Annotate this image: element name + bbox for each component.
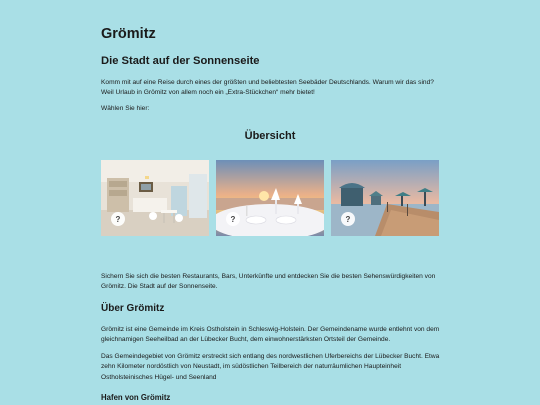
question-icon: ? — [111, 212, 125, 226]
page-title: Grömitz — [101, 26, 156, 42]
about-paragraph-2: Das Gemeindegebiet von Grömitz erstreckt sich entlang des nordwestlichen Uferbereichs der Lübecker Bucht. Etwa zehn Kilometer nordöstlich von Neustadt, im südöstlichen Teilbereich der naturräumlichen Haupteinheit Ostholsteinisches Hügel- und Seenland — [101, 353, 440, 381]
overview-heading: Übersicht — [244, 130, 296, 142]
gallery-image-pier[interactable] — [331, 160, 439, 236]
intro-paragraph: Komm mit auf eine Reise durch eines der größten und beliebtesten Seebäder Deutschlands. Warum wir das sind? Weil Urlaub in Grömitz von allem noch ein „Extra-Stückchen“ mehr bietet! — [101, 79, 434, 97]
gallery-image-interior[interactable] — [101, 160, 209, 236]
discover-paragraph: Sichern Sie sich die besten Restaurants, Bars, Unterkünfte und entdecken Sie die besten Sehenswürdigkeiten von Grömitz. Die Stadt auf der Sonnenseite. — [101, 273, 436, 291]
question-icon: ? — [226, 212, 240, 226]
about-paragraph-1: Grömitz ist eine Gemeinde im Kreis Ostholstein in Schleswig-Holstein. Der Gemeindename wurde entlehnt von dem gleichnamigen Seeheilbad an der Lübecker Bucht, dem einwohnerstärksten Ortsteil der Gemeinde. — [101, 326, 440, 344]
question-icon: ? — [341, 212, 355, 226]
harbor-heading: Hafen von Grömitz — [101, 393, 171, 402]
page-subtitle: Die Stadt auf der Sonnenseite — [101, 55, 260, 67]
gallery-image-sunset[interactable] — [216, 160, 324, 236]
about-heading: Über Grömitz — [101, 303, 165, 314]
choose-label: Wählen Sie hier: — [101, 105, 150, 112]
